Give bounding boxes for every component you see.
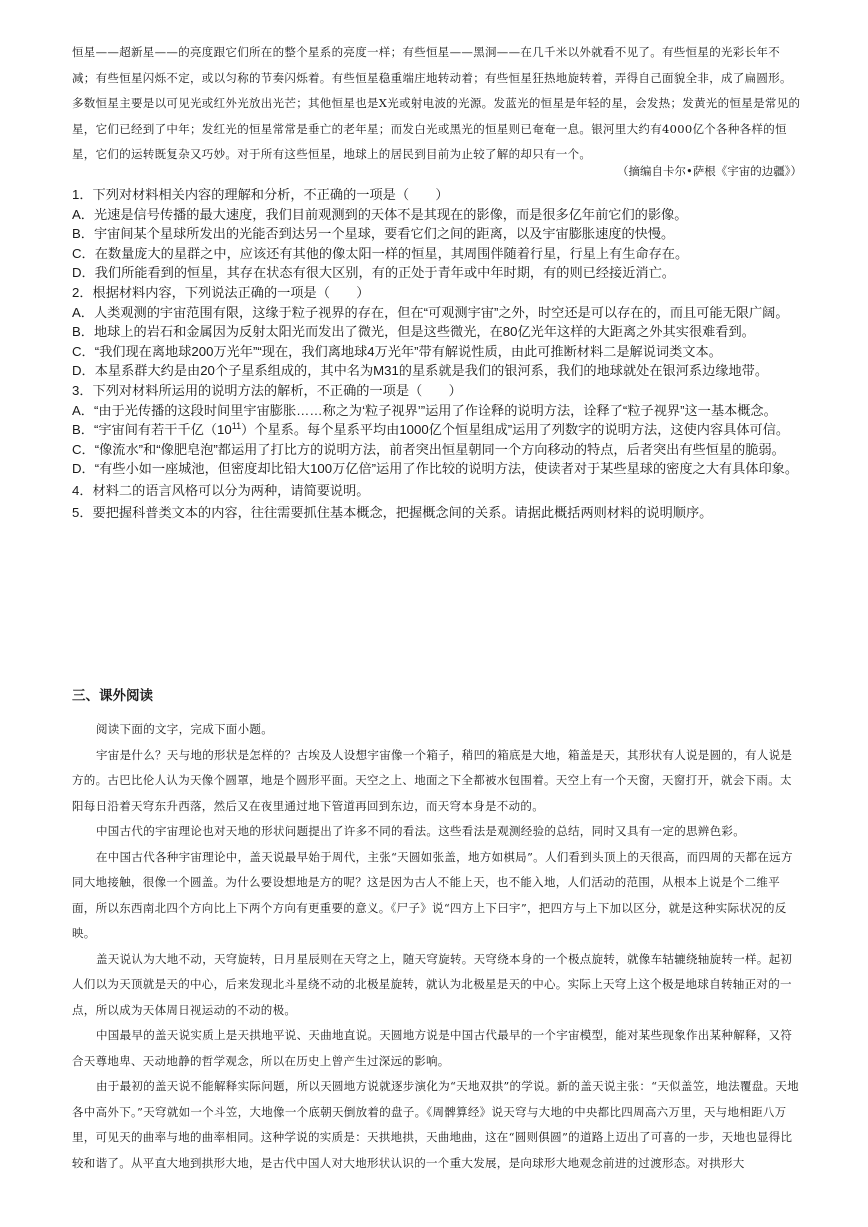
- reading-instruction: 阅读下面的文字，完成下面小题。: [96, 722, 273, 736]
- question-3-option-c: C．“像流水”和“像肥皂泡”都运用了打比方的说明方法，前者突出恒星朝同一个方向移动的特点，后者突出有些恒星的脆弱。: [72, 441, 785, 457]
- section-title: 三、课外阅读: [72, 688, 153, 703]
- question-2-option-c: C．“我们现在离地球200万光年”“现在，我们离地球4万光年”带有解说性质，由此可推断材料二是解说词类文本。: [72, 343, 722, 359]
- question-1-option-d: D．我们所能看到的恒星，其存在状态有很大区别，有的正处于青年或中年时期，有的则已经接近消亡。: [72, 265, 675, 281]
- question-3-stem: 3．下列对材料所运用的说明方法的解析，不正确的一项是（ ）: [72, 382, 462, 398]
- reading-paragraph-3: 在中国古代各种宇宙理论中，盖天说最早始于周代，主张“天圆如张盖，地方如棋局”。人们看到头顶上的天很高，而四周的天都在远方同大地接触，很像一个圆盖。为什么要设想地是方的呢？这是因为古人不能上天，也不能入地，人们活动的范围，从根本上说是个二维平面，所以东西南北四个方向比上下两个方向有更重要的意义。《尸子》说“四方上下曰宇”，把四方与上下加以区分，就是这种实际状况的反映。: [72, 849, 793, 940]
- question-4: 4．材料二的语言风格可以分为两种，请简要说明。: [72, 482, 370, 498]
- question-list: [72, 185, 802, 522]
- question-2-option-b: B．地球上的岩石和金属因为反射太阳光而发出了微光，但是这些微光，在80亿光年这样的大距离之外其实很难看到。: [72, 324, 755, 340]
- option-b-text-start: B．“宇宙间有若干千亿（10: [72, 422, 232, 438]
- reading-paragraph-6: 由于最初的盖天说不能解释实际问题，所以天圆地方说就逐步演化为“天地双拱”的学说。新的盖天说主张：“天似盖笠，地法覆盘。天地各中高外下。”天穹就如一个斗笠，大地像一个底朝天倒放着的盘子。《周髀算经》说天穹与大地的中央都比四周高六万里，天与地相距八万里，可见天的曲率与地的曲率相同。这种学说的实质是：天拱地拱，天曲地曲，这在“圆则俱圆”的道路上迈出了可喜的一步，天地也显得比较和谐了。从平直大地到拱形大地，是古代中国人对大地形状认识的一个重大发展，是向球形大地观念前进的过渡形态。对拱形大: [72, 1079, 799, 1170]
- reading-paragraph-4: 盖天说认为大地不动，天穹旋转，日月星辰则在天穹之上，随天穹旋转。天穹绕本身的一个极点旋转，就像车轱辘绕轴旋转一样。起初人们以为天顶就是天的中心，后来发现北斗星绕不动的北极星旋转，就认为北极星是天的中心。实际上天穹上这个极是地球自转轴正对的一点，所以成为天体周日视运动的不动的极。: [72, 951, 793, 1017]
- option-b-text-end: ）个星系。每个星系平均由1000亿个恒星组成”运用了列数字的说明方法，这使内容具体可信。: [241, 422, 790, 438]
- material-passage-end: [72, 40, 802, 168]
- reading-paragraph-1: 宇宙是什么？天与地的形状是怎样的？古埃及人设想宇宙像一个箱子，稍凹的箱底是大地，箱盖是天，其形状有人说是圆的，有人说是方的。古巴比伦人认为天像个圆罩，地是个圆形平面。天空之上、地面之下全都被水包围着。天空上有一个天窗，天窗打开，就会下雨。太阳每日沿着天穹东升西落，然后又在夜里通过地下管道再回到东边，而天穹本身是不动的。: [72, 747, 793, 813]
- question-2-stem: 2．根据材料内容，下列说法正确的一项是（ ）: [72, 284, 370, 300]
- exponent: 11: [231, 421, 242, 432]
- source-citation: （摘编自卡尔•萨根《宇宙的边疆》）: [616, 164, 802, 178]
- question-3-option-d: D．“有些小如一座城池，但密度却比铅大100万亿倍”运用了作比较的说明方法，使读者对于某些星球的密度之大有具体印象。: [72, 461, 799, 477]
- question-3-option-a: A．“由于光传播的这段时间里宇宙膨胀……称之为‘粒子视界’”运用了作诠释的说明方法，诠释了“粒子视界”这一基本概念。: [72, 402, 777, 418]
- passage-paragraph: 恒星——超新星——的亮度跟它们所在的整个星系的亮度一样；有些恒星——黑洞——在几千米以外就看不见了。有些恒星的光彩长年不减；有些恒星闪烁不定，或以匀称的节奏闪烁着。有些恒星稳重端庄地转动着；有些恒星狂热地旋转着，弄得自己面貌全非，成了扁圆形。多数恒星主要是以可见光或红外光放出光芒；其他恒星也是X光或射电波的光源。发蓝光的恒星是年轻的星，会发热；发黄光的恒星是常见的星，它们已经到了中年；发红光的恒星常常是垂亡的老年星；而发白光或黑光的恒星则已奄奄一息。银河里大约有4000亿个各种各样的恒星，它们的运转既复杂又巧妙。对于所有这些恒星，地球上的居民到目前为止较了解的却只有一个。: [72, 45, 801, 161]
- question-1-option-b: B．宇宙间某个星球所发出的光能否到达另一个星球，要看它们之间的距离，以及宇宙膨胀速度的快慢。: [72, 226, 675, 242]
- question-1-stem: 1．下列对材料相关内容的理解和分析，不正确的一项是（ ）: [72, 187, 449, 202]
- question-2-option-d: D．本星系群大约是由20个子星系组成的，其中名为M31的星系就是我们的银河系，我们的地球就处在银河系边缘地带。: [72, 363, 769, 379]
- question-3-option-b: [72, 420, 802, 440]
- reading-passage: [72, 717, 802, 1176]
- reading-paragraph-5: 中国最早的盖天说实质上是天拱地平说、天曲地直说。天圆地方说是中国古代最早的一个宇宙模型，能对某些现象作出某种解释，又符合天尊地卑、天动地静的哲学观念，所以在历史上曾产生过深远的影响。: [72, 1028, 793, 1068]
- question-1-option-a: A．光速是信号传播的最大速度，我们目前观测到的天体不是其现在的影像，而是很多亿年前它们的影像。: [72, 206, 688, 222]
- question-2-option-a: A．人类观测的宇宙范围有限，这缘于粒子视界的存在，但在“可观测宇宙”之外，时空还是可以存在的，而且可能无限广阔。: [72, 304, 789, 320]
- question-5: 5．要把握科普类文本的内容，往往需要抓住基本概念，把握概念间的关系。请据此概括两则材料的说明顺序。: [72, 504, 713, 520]
- question-1-option-c: C．在数量庞大的星群之中，应该还有其他的像太阳一样的恒星，其周围伴随着行星，行星上有生命存在。: [72, 245, 689, 261]
- reading-paragraph-2: 中国古代的宇宙理论也对天地的形状问题提出了许多不同的看法。这些看法是观测经验的总结，同时又具有一定的思辨色彩。: [96, 824, 745, 838]
